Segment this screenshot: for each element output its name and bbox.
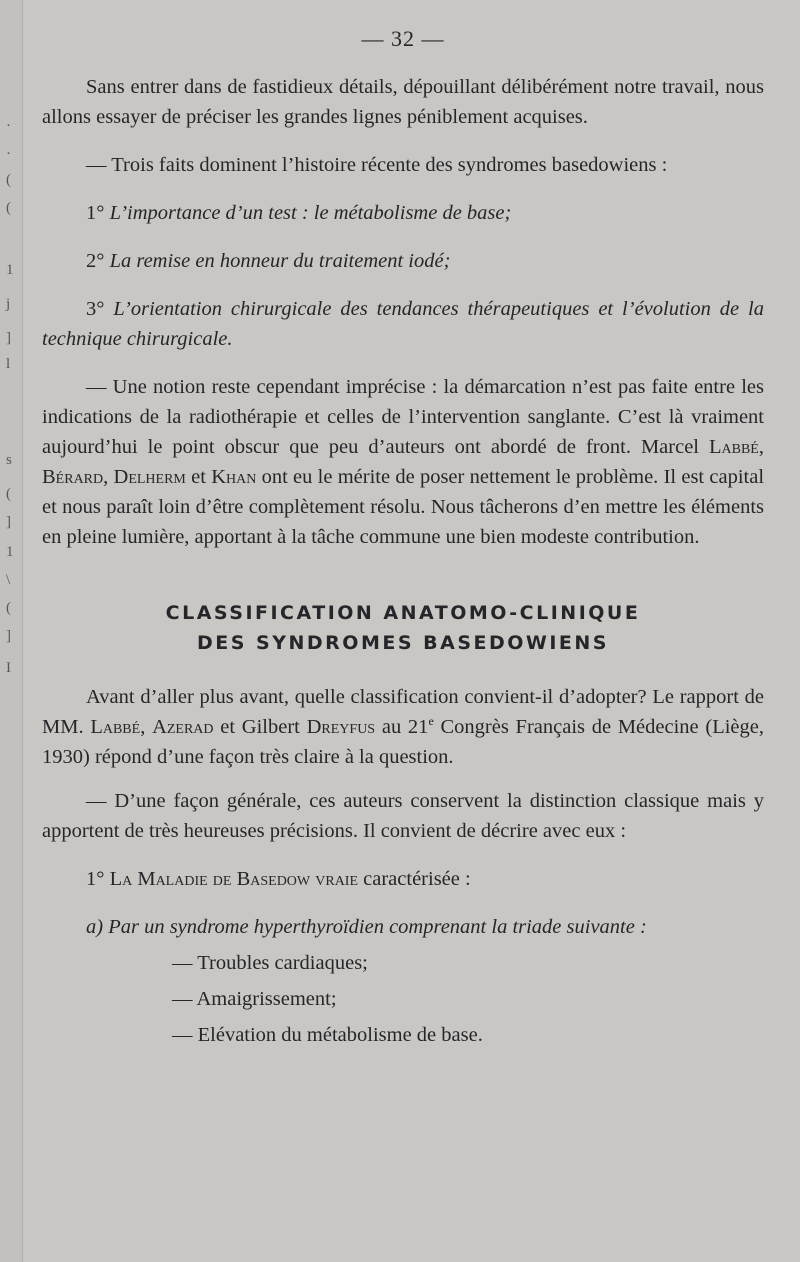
heading-line: DES SYNDROMES BASEDOWIENS: [197, 632, 609, 654]
text-run: au 21: [375, 716, 429, 738]
author-name: Azerad: [152, 716, 214, 738]
symptom-item: — Elévation du métabolisme de base.: [172, 1024, 483, 1046]
author-name: Khan: [211, 466, 257, 488]
fact-number: 1°: [86, 202, 105, 224]
text-run: et Gilbert: [213, 716, 307, 738]
margin-mark: j: [6, 296, 11, 312]
notion-paragraph: [42, 372, 764, 552]
sub-item-text: Par un syndrome hyperthyroïdien comprenant la triade suivante :: [108, 916, 647, 938]
margin-mark: ]: [6, 330, 11, 346]
margin-mark: ·: [6, 118, 11, 134]
fact-number: 2°: [86, 250, 105, 272]
three-facts-paragraph: — Trois faits dominent l’histoire récente des syndromes basedowiens :: [86, 154, 668, 176]
margin-mark: s: [6, 452, 12, 468]
text-run: ,: [103, 466, 114, 488]
author-name: Labbé: [90, 716, 141, 738]
margin-mark: (: [6, 486, 11, 502]
author-name: Dreyfus: [306, 716, 376, 738]
fact-text: La remise en honneur du traitement iodé;: [109, 250, 451, 272]
text-run: caractérisée :: [358, 868, 471, 890]
margin-mark: ]: [6, 628, 11, 644]
fact-item-3: [42, 294, 764, 354]
symptom-item: — Amaigrissement;: [172, 988, 337, 1010]
text-run: ,: [140, 716, 153, 738]
fact-item-2: [42, 246, 764, 276]
margin-mark: (: [6, 200, 11, 216]
margin-mark: 1: [6, 544, 14, 560]
fact-text: L’importance d’un test : le métabolisme de base;: [109, 202, 512, 224]
author-name: Bérard: [42, 466, 104, 488]
text-run: ont eu le mérite de poser nettement le problème. Il est capital et nous paraît loin d’être complètement résolu. Nous tâcherons d’en mettre les éléments en pleine lumière, apportant à la tâche commune une bien modeste contribution.: [42, 466, 765, 548]
binding-gutter: [0, 0, 23, 1262]
margin-mark: ·: [6, 146, 11, 162]
author-name: Delherm: [113, 466, 186, 488]
fact-item-1: [42, 198, 764, 228]
margin-mark: ]: [6, 514, 11, 530]
classification-paragraph: [42, 682, 764, 772]
superscript: e: [428, 714, 434, 729]
page-number: — 32 —: [361, 26, 445, 51]
margin-mark: l: [6, 356, 11, 372]
margin-mark: 1: [6, 262, 14, 278]
page: [42, 24, 764, 1050]
heading-line: CLASSIFICATION ANATOMO-CLINIQUE: [165, 602, 641, 624]
intro-paragraph: Sans entrer dans de fastidieux détails, dépouillant délibérément notre travail, nous allons essayer de préciser les grandes lignes péniblement acquises.: [42, 76, 764, 128]
fact-text: L’orientation chirurgicale des tendances thérapeutiques et l’évolution de la technique chirurgicale.: [42, 298, 765, 350]
margin-mark: \: [6, 572, 11, 588]
text-run: — Une notion reste cependant imprécise : la démarcation n’est pas faite entre les indications de la radiothérapie et celles de l’intervention sanglante. C’est là vraiment aujourd’hui le point obscur que peu d’auteurs ont abordé de front. Marcel: [42, 376, 764, 458]
margin-mark: (: [6, 600, 11, 616]
sub-item-label: a): [86, 916, 104, 938]
disease-item-1: [42, 864, 764, 894]
text-run: Avant d’aller plus avant, quelle classification convient-il d’adopter? Le rapport de MM.: [42, 686, 764, 738]
fact-number: 3°: [86, 298, 105, 320]
author-name: Labbé: [709, 436, 759, 458]
margin-mark: I: [6, 660, 11, 676]
sub-item-a: [42, 912, 764, 942]
text-run: Congrès Français de Médecine (Liège, 1930) répond d’une façon très claire à la question.: [42, 716, 764, 768]
item-number: 1°: [86, 868, 105, 890]
text-run: ,: [758, 436, 764, 458]
general-paragraph: — D’une façon générale, ces auteurs conservent la distinction classique mais y apportent de très heureuses précisions. Il convient de décrire avec eux :: [42, 790, 764, 842]
symptom-item: — Troubles cardiaques;: [172, 952, 368, 974]
section-heading: [42, 598, 764, 658]
disease-name: La Maladie de Basedow vraie: [109, 868, 359, 890]
margin-mark: (: [6, 172, 11, 188]
text-run: et: [185, 466, 212, 488]
